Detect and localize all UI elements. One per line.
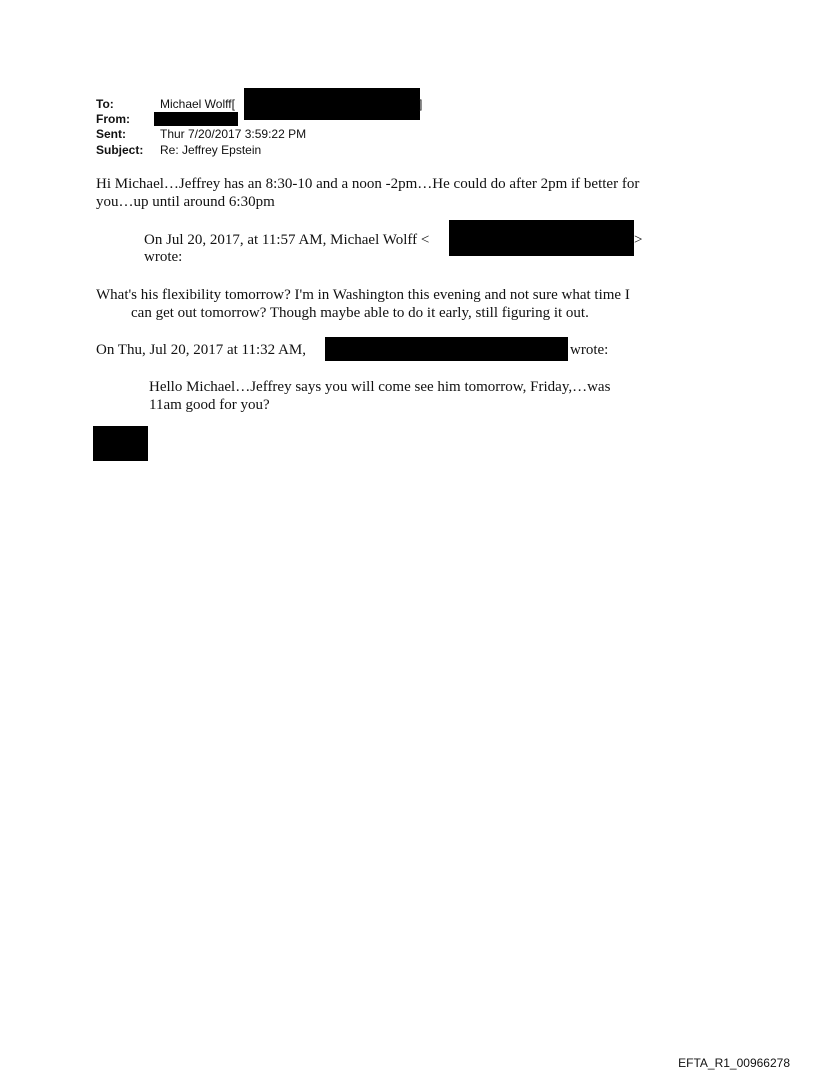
quote1-body-line-1: What's his flexibility tomorrow? I'm in Washington this evening and not sure what time I	[96, 287, 630, 303]
document-id: EFTA_R1_00966278	[678, 1056, 790, 1070]
redaction-to-address	[244, 88, 423, 120]
quote1-header-suffix: >	[634, 232, 643, 248]
quote2-header-prefix: On Thu, Jul 20, 2017 at 11:32 AM,	[96, 342, 307, 358]
redaction-from-address	[154, 112, 238, 126]
to-label: To:	[96, 97, 114, 111]
redaction-quote2-sender	[325, 337, 568, 361]
from-label: From:	[96, 112, 130, 126]
reply-line-1: Hi Michael…Jeffrey has an 8:30-10 and a noon -2pm…He could do after 2pm if better for	[96, 176, 640, 192]
redaction-signature	[93, 426, 148, 461]
quote2-body-line-1: Hello Michael…Jeffrey says you will come see him tomorrow, Friday,…was	[149, 379, 611, 395]
sent-label: Sent:	[96, 127, 126, 141]
reply-line-2: you…up until around 6:30pm	[96, 194, 275, 210]
subject-label: Subject:	[96, 143, 144, 157]
sent-value: Thur 7/20/2017 3:59:22 PM	[160, 127, 307, 141]
quote1-header-line-1: On Jul 20, 2017, at 11:57 AM, Michael Wolff <	[144, 232, 430, 248]
quote1-body-line-2: can get out tomorrow? Though maybe able to do it early, still figuring it out.	[131, 305, 589, 321]
redaction-quote1-email	[449, 220, 634, 256]
to-suffix: ]	[419, 97, 423, 111]
quote2-header-suffix: wrote:	[570, 342, 609, 358]
quote2-body-line-2: 11am good for you?	[149, 397, 270, 413]
to-value: Michael Wolff[	[160, 97, 235, 111]
subject-value: Re: Jeffrey Epstein	[160, 143, 262, 157]
quote1-header-line-2: wrote:	[144, 249, 183, 265]
